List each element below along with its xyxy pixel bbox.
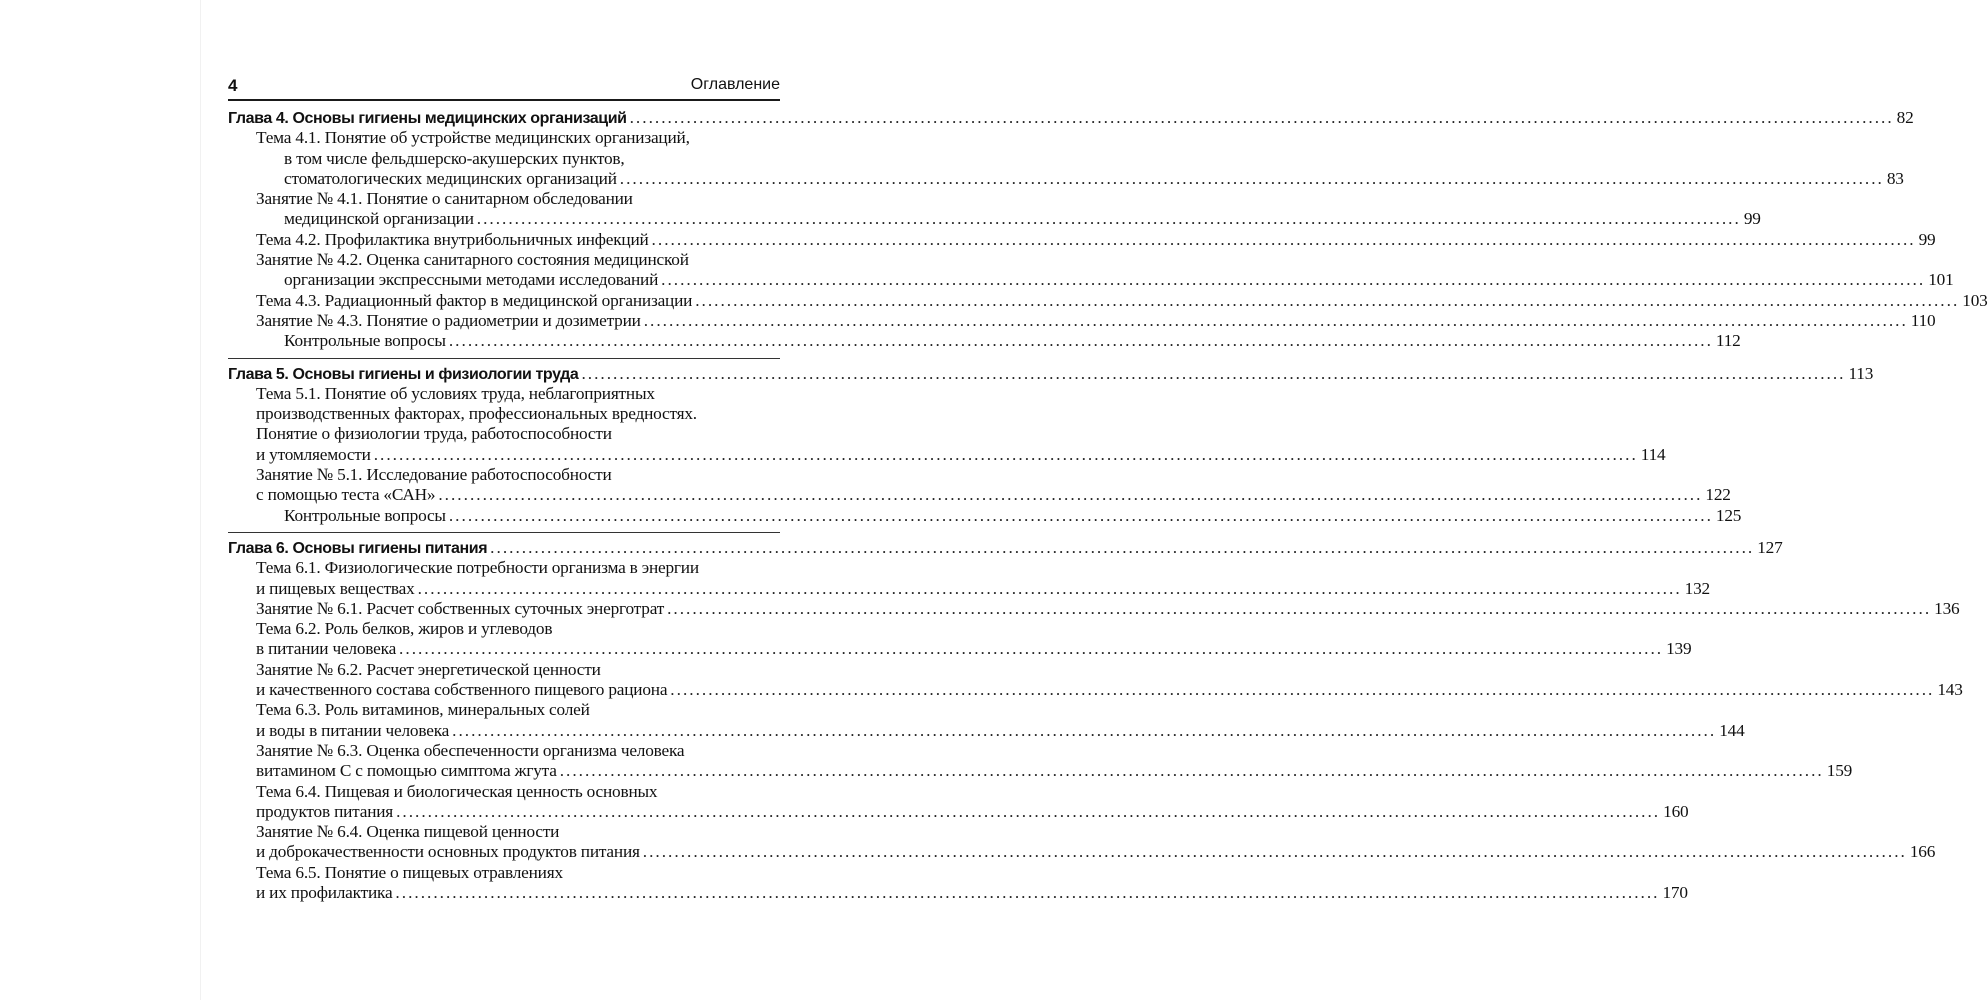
leader-dots: ........................................................................................................................................................................................................ [642, 842, 1907, 862]
toc-entry-line: в том числе фельдшерско-акушерских пунктов, [284, 148, 625, 168]
leader-dots: ........................................................................................................................................................................................................ [417, 578, 1682, 598]
leader-dots: ........................................................................................................................................................................................................ [438, 485, 1703, 505]
toc-entry-text: Занятие № 4.3. Понятие о радиометрии и дозиметрии [256, 310, 641, 330]
toc-entry-line: Занятие № 6.4. Оценка пищевой ценности [256, 822, 560, 842]
toc-entry-text: и воды в питании человека [256, 720, 450, 740]
toc-entry[interactable] [228, 290, 1988, 311]
toc-entry-text: в питании человека [256, 639, 397, 659]
leader-dots: ........................................................................................................................................................................................................ [661, 270, 1926, 290]
leader-dots: ........................................................................................................................................................................................................ [448, 505, 1713, 525]
chapter-title: Глава 5. Основы гигиены и физиологии труда [228, 365, 579, 383]
page-ref: 99 [1743, 209, 1761, 229]
page-ref: 112 [1715, 331, 1741, 351]
toc-entry-text: организации экспрессными методами исследований [284, 270, 659, 290]
toc-entry-text: с помощью теста «САН» [256, 485, 436, 505]
toc-entry-line: Занятие № 6.3. Оценка обеспеченности организма человека [256, 740, 685, 760]
chapter-title: Глава 6. Основы гигиены питания [228, 539, 488, 557]
leader-dots: ........................................................................................................................................................................................................ [476, 209, 1741, 229]
page-ref: 113 [1848, 363, 1874, 383]
chapter-6 [228, 532, 1963, 903]
leader-dots: ........................................................................................................................................................................................................ [395, 882, 1660, 902]
leader-dots: ........................................................................................................................................................................................................ [559, 761, 1824, 781]
toc-entry-line: Тема 6.2. Роль белков, жиров и углеводов [256, 619, 553, 639]
chapter-4 [228, 108, 1988, 352]
toc-entry-line: Тема 6.1. Физиологические потребности организма в энергии [256, 558, 699, 578]
page-ref: 159 [1826, 761, 1853, 781]
toc-entry[interactable] [228, 270, 1954, 290]
toc-entry[interactable] [228, 209, 1761, 229]
chapter-heading[interactable] [228, 537, 1783, 558]
toc-entry[interactable] [228, 229, 1936, 250]
toc-entry-line: Занятие № 4.2. Оценка санитарного состояния медицинской [256, 250, 689, 270]
chapter-title: Глава 4. Основы гигиены медицинских организаций [228, 110, 627, 127]
page-ref: 110 [1910, 310, 1936, 330]
toc-entry-line: Понятие о физиологии труда, работоспособности [256, 424, 612, 444]
toc-entry-text: и доброкачественности основных продуктов питания [256, 842, 640, 862]
page-ref: 127 [1757, 537, 1783, 557]
page-header [228, 76, 780, 98]
chapter-5 [228, 358, 1874, 526]
toc-entry-line: Тема 4.1. Понятие об устройстве медицинских организаций, [256, 128, 690, 148]
toc-entry-line: Занятие № 6.2. Расчет энергетической ценности [256, 659, 601, 679]
toc-entry-text: витамином С с помощью симптома жгута [256, 761, 557, 781]
toc-entry-line: Тема 6.4. Пищевая и биологическая ценность основных [256, 781, 658, 801]
toc-entry-text: и утомляемости [256, 444, 371, 464]
toc-entry-line: Занятие № 4.1. Понятие о санитарном обследовании [256, 189, 633, 209]
toc-entry[interactable] [228, 882, 1688, 903]
toc-entry[interactable] [228, 485, 1731, 505]
page-ref: 125 [1715, 505, 1742, 525]
page-ref: 114 [1640, 444, 1666, 464]
leader-dots: ........................................................................................................................................................................................................ [667, 598, 1932, 618]
leader-dots: ........................................................................................................................................................................................................ [490, 537, 1755, 557]
leader-dots: ........................................................................................................................................................................................................ [581, 363, 1846, 383]
toc-entry[interactable] [228, 444, 1666, 465]
toc-entry-text: продуктов питания [256, 801, 394, 821]
chapter-heading[interactable] [228, 363, 1874, 384]
page-ref: 99 [1918, 229, 1936, 249]
page-number: 4 [228, 76, 238, 95]
toc-entry[interactable] [228, 720, 1745, 741]
toc-entry-line: Тема 6.3. Роль витаминов, минеральных солей [256, 700, 590, 720]
leader-dots: ........................................................................................................................................................................................................ [373, 444, 1638, 464]
toc-entry[interactable] [228, 578, 1710, 599]
page-ref: 83 [1886, 168, 1904, 188]
toc-entry[interactable] [228, 310, 1936, 331]
page-ref: 160 [1663, 801, 1689, 821]
page-edge-shadow [200, 0, 201, 1000]
leader-dots: ........................................................................................................................................................................................................ [695, 290, 1960, 310]
page-ref: 170 [1662, 882, 1688, 902]
leader-dots: ........................................................................................................................................................................................................ [448, 331, 1713, 351]
toc-entry-text: Контрольные вопросы [284, 505, 446, 525]
leader-dots: ........................................................................................................................................................................................................ [651, 229, 1916, 249]
toc-entry-text: медицинской организации [284, 209, 474, 229]
leader-dots: ........................................................................................................................................................................................................ [452, 720, 1717, 740]
page-ref: 166 [1909, 842, 1936, 862]
toc-entry[interactable] [228, 801, 1689, 822]
toc-entry[interactable] [228, 505, 1742, 526]
page-ref: 144 [1719, 720, 1745, 740]
leader-dots: ........................................................................................................................................................................................................ [629, 108, 1894, 127]
toc-entry[interactable] [228, 680, 1963, 700]
toc-entry[interactable] [228, 331, 1741, 351]
page-ref: 139 [1666, 639, 1692, 659]
page-ref: 82 [1896, 108, 1914, 127]
toc-entry-line: Занятие № 5.1. Исследование работоспособности [256, 465, 612, 485]
toc-entry-text: Занятие № 6.1. Расчет собственных суточных энерготрат [256, 598, 665, 618]
leader-dots: ........................................................................................................................................................................................................ [396, 801, 1661, 821]
toc-entry-text: стоматологических медицинских организаций [284, 168, 617, 188]
toc-entry-text: Контрольные вопросы [284, 331, 446, 351]
page-ref: 101 [1928, 270, 1954, 290]
toc-entry-text: и качественного состава собственного пищевого рациона [256, 680, 668, 700]
leader-dots: ........................................................................................................................................................................................................ [643, 310, 1908, 330]
page-ref: 136 [1934, 598, 1960, 618]
page-ref: 122 [1705, 485, 1731, 505]
page-ref: 143 [1937, 680, 1963, 700]
leader-dots: ........................................................................................................................................................................................................ [619, 168, 1884, 188]
toc-entry[interactable] [228, 842, 1936, 862]
toc-entry[interactable] [228, 639, 1692, 659]
header-rule [228, 99, 780, 101]
leader-dots: ........................................................................................................................................................................................................ [670, 680, 1935, 700]
toc-entry-text: и их профилактика [256, 882, 393, 902]
toc-entry[interactable] [228, 168, 1904, 189]
table-of-contents [228, 108, 1988, 903]
toc-entry-line: Тема 6.5. Понятие о пищевых отравлениях [256, 862, 563, 882]
toc-entry-text: и пищевых веществах [256, 578, 415, 598]
toc-entry-text: Тема 4.3. Радиационный фактор в медицинской организации [256, 290, 693, 310]
leader-dots: ........................................................................................................................................................................................................ [399, 639, 1664, 659]
toc-entry[interactable] [228, 598, 1960, 619]
toc-entry-line: производственных факторах, профессиональных вредностях. [256, 404, 697, 424]
toc-entry[interactable] [228, 761, 1853, 781]
chapter-heading[interactable] [228, 108, 1914, 128]
toc-entry-text: Тема 4.2. Профилактика внутрибольничных инфекций [256, 229, 649, 249]
page-ref: 132 [1684, 578, 1710, 598]
toc-entry-line: Тема 5.1. Понятие об условиях труда, неблагоприятных [256, 383, 655, 403]
page-ref: 103 [1962, 290, 1988, 310]
running-head: Оглавление [690, 76, 780, 93]
